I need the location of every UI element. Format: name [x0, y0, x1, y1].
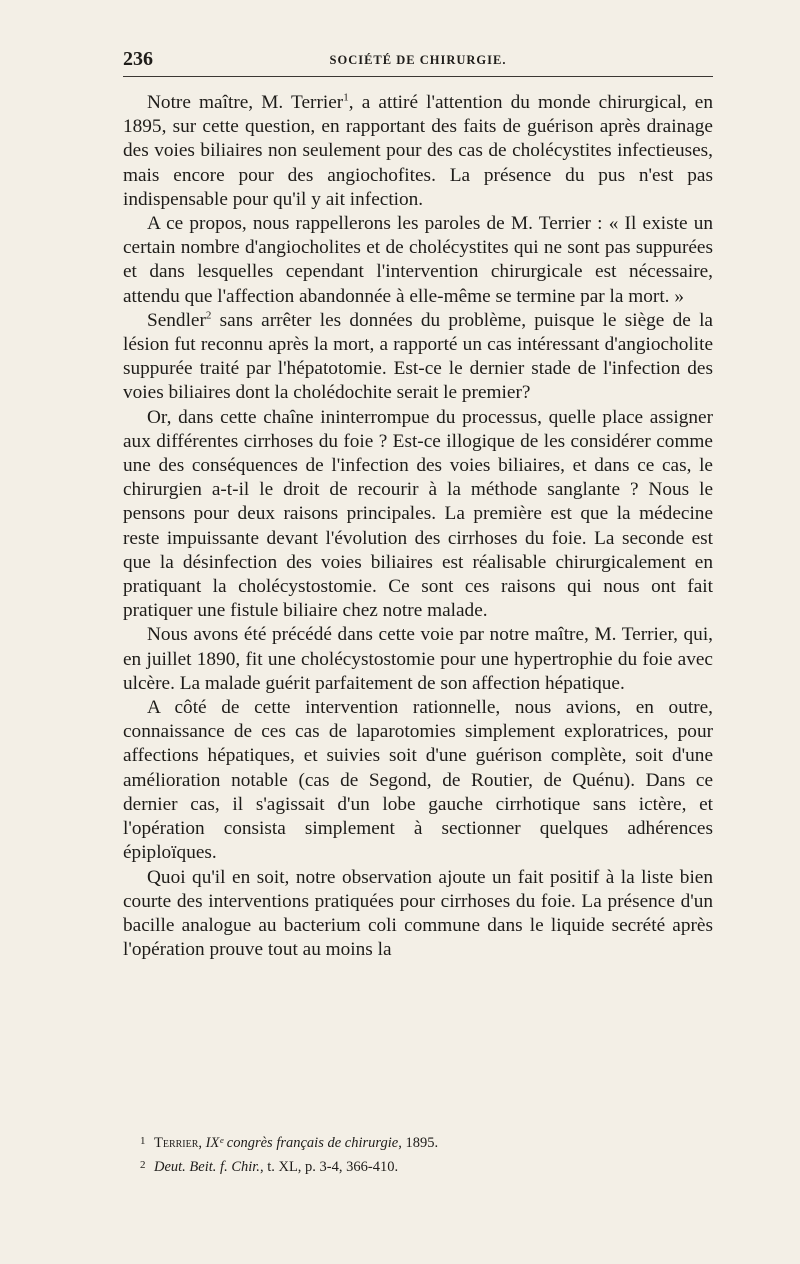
paragraph: A ce propos, nous rappellerons les paroles de M. Terrier : « Il existe un certain nombre d'angiocholites et de cholécystites qui ne sont pas suppurées et dans lesquelles cependant l'intervention chirurgicale est nécessaire, attendu que l'affection abandonnée à elle-même se termine par la mort. »: [123, 213, 713, 307]
footnote-ref: 2: [205, 309, 212, 322]
footnote: 2 Deut. Beit. f. Chir., t. XL, p. 3-4, 366-410.: [140, 1154, 710, 1178]
paragraph: Nous avons été précédé dans cette voie par notre maître, M. Terrier, qui, en juillet 1890, fit une cholécystostomie pour une hypertrophie du foie avec ulcère. La malade guérit parfaitement de son affection hépatique.: [123, 624, 713, 694]
paragraph: A côté de cette intervention rationnelle, nous avions, en outre, connaissance de ces cas de laparotomies simplement exploratrices, pour affections hépatiques, et suivies soit d'une guérison complète, soit d'une amélioration notable (cas de Segond, de Routier, de Quénu). Dans ce dernier cas, il s'agissait d'un lobe gauche cirrhotique sans ictère, et l'opération consista simplement à sectionner quelques adhérences épiploïques.: [123, 697, 713, 864]
paragraph: Quoi qu'il en soit, notre observation ajoute un fait positif à la liste bien courte des interventions pratiquées pour cirrhoses du foie. La présence d'un bacille analogue au bacterium coli commune dans le liquide secrété après l'opération prouve tout au moins la: [123, 866, 713, 961]
body-text: [123, 91, 713, 962]
footnote-author: Terrier: [154, 1135, 199, 1151]
footnote: 1 Terrier, IXᵉ congrès français de chirurgie, 1895.: [140, 1130, 710, 1154]
paragraph: Notre maître, M. Terrier$^1$, a attiré l'attention du monde chirurgical, en 1895, sur cette question, en rapportant des faits de guérison après drainage des voies biliaires non seulement pour des cas de cholécystites infectieuses, mais encore pour des angiochofites. La présence du pus n'est pas indispensable pour qu'il y ait infection.: [123, 91, 713, 210]
paragraph: Sendler$^2$ sans arrêter les données du problème, puisque le siège de la lésion fut reconnu après la mort, a rapporté un cas intéressant d'angiocholite suppurée traité par l'hépatotomie. Est-ce le dernier stade de l'infection des voies biliaires dont la cholédochite serait le premier?: [123, 309, 713, 404]
footnotes: [140, 1130, 710, 1178]
footnote-mark: 1: [140, 1135, 146, 1147]
footnote-ref: 1: [343, 91, 349, 104]
paragraph: Or, dans cette chaîne ininterrompue du processus, quelle place assigner aux différentes cirrhoses du foie ? Est-ce illogique de les considérer comme une des conséquences de l'infection des voies biliaires, et dans ce cas, le chirurgien a-t-il le droit de recourir à la méthode sanglante ? Nous le pensons pour deux raisons principales. La première est que la médecine reste impuissante devant l'évolution des cirrhoses du foie. La seconde est que la désinfection des voies biliaires est réalisable chirurgicalement en pratiquant la cholécystostomie. Ce sont ces raisons qui nous ont fait pratiquer une fistule biliaire chez notre malade.: [123, 406, 713, 622]
footnote-mark: 2: [140, 1159, 146, 1171]
footnote-title: IXᵉ congrès français de chirurgie: [205, 1135, 399, 1151]
page-number: 236: [123, 48, 153, 70]
footnote-title: Deut. Beit. f. Chir.: [154, 1159, 260, 1175]
running-title: SOCIÉTÉ DE CHIRURGIE.: [329, 53, 507, 67]
page-header: [123, 44, 713, 77]
